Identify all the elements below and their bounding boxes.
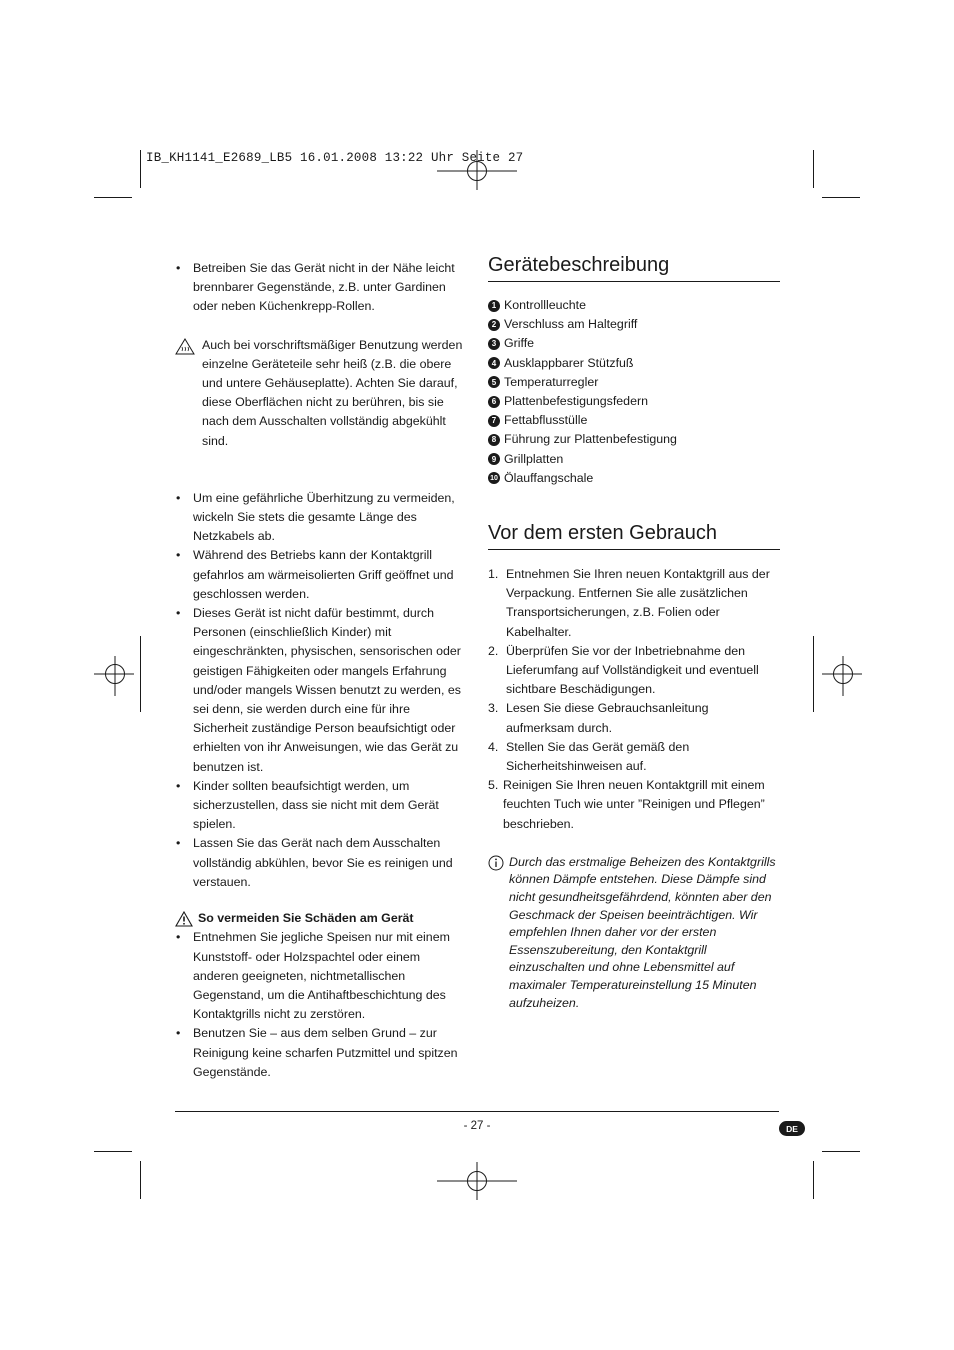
list-item: • Während des Betriebs kann der Kontaktgrill gefahrlos am wärmeisolierten Griff geöffnet und geschlossen werden. [175, 546, 467, 604]
language-badge: DE [779, 1121, 805, 1136]
safety-list-top [175, 259, 467, 317]
warning-triangle-icon [175, 911, 193, 927]
print-slug: IB_KH1141_E2689_LB5 16.01.2008 13:22 Uhr Seite 27 [146, 151, 524, 165]
parts-list-item: 9 Grillplatten [488, 450, 780, 469]
step-item: 2. Überprüfen Sie vor der Inbetriebnahme den Lieferumfang auf Vollständigkeit und eventuell sichtbare Beschädigungen. [488, 643, 759, 697]
info-icon [488, 855, 504, 877]
damage-heading-text: So vermeiden Sie Schäden am Gerät [198, 911, 414, 926]
step-item: 5. Reinigen Sie Ihren neuen Kontaktgrill mit einem feuchten Tuch wie unter ”Reinigen und Pflegen” beschrieben. [488, 778, 765, 831]
list-item: • Kinder sollten beaufsichtigt werden, um sicherzustellen, dass sie nicht mit dem Gerät spielen. [175, 777, 467, 835]
part-number-badge: 7 [488, 415, 500, 427]
part-number-badge: 8 [488, 434, 500, 446]
hot-surface-warning-text: Auch bei vorschriftsmäßiger Benutzung werden einzelne Geräteteile sehr heiß (z.B. die obere und untere Gehäuseplatte). Achten Sie darauf, diese Oberflächen nicht zu berühren, bis sie nach dem Ausschalten vollständig abgekühlt sind. [202, 337, 463, 448]
part-number-badge: 5 [488, 376, 500, 388]
hot-surface-warning-icon [175, 338, 195, 361]
parts-list-item: 8 Führung zur Plattenbefestigung [488, 430, 780, 449]
safety-list-mid [175, 489, 467, 892]
part-number-badge: 2 [488, 319, 500, 331]
damage-heading [175, 909, 467, 928]
step-item: 1. Entnehmen Sie Ihren neuen Kontaktgrill aus der Verpackung. Entfernen Sie alle zusätzlichen Transportsicherungen, z.B. Folien oder Kabelhalter. [488, 567, 770, 639]
parts-list-item: 2 Verschluss am Haltegriff [488, 315, 780, 334]
info-note [488, 854, 780, 1012]
damage-list [175, 928, 467, 1082]
registration-mark-bottom [437, 1162, 517, 1200]
part-number-badge: 10 [488, 472, 500, 484]
part-number-badge: 9 [488, 453, 500, 465]
info-note-text: Durch das erstmalige Beheizen des Kontaktgrills können Dämpfe entstehen. Diese Dämpfe sind nicht gesundheitsgefährdend, könnten aber den Geschmack der Speisen beeinträchtigen. Wir empfehlen Ihnen daher vor der ersten Essenszubereitung, den Kontaktgrill einzuschalten und ohne Lebensmittel auf maximaler Temperatureinstellung 15 Minuten aufzuheizen. [509, 854, 776, 1010]
step-item: 3. Lesen Sie diese Gebrauchsanleitung aufmerksam durch. [488, 701, 709, 735]
part-number-badge: 6 [488, 396, 500, 408]
part-number-badge: 1 [488, 300, 500, 312]
list-item: • Lassen Sie das Gerät nach dem Ausschalten vollständig abkühlen, bevor Sie es reinigen und verstauen. [175, 834, 467, 892]
list-item: • Um eine gefährliche Überhitzung zu vermeiden, wickeln Sie stets die gesamte Länge des Netzkabels ab. [175, 489, 467, 547]
section-heading-parts: Gerätebeschreibung [488, 252, 780, 282]
parts-list [488, 296, 780, 488]
page-number: - 27 - [463, 1120, 491, 1132]
left-column [175, 259, 467, 1082]
footer-rule [175, 1111, 779, 1112]
step-item: 4. Stellen Sie das Gerät gemäß den Sicherheitshinweisen auf. [488, 739, 690, 774]
list-item: • Dieses Gerät ist nicht dafür bestimmt, durch Personen (einschließlich Kinder) mit eingeschränkten, physischen, sensorischen oder geistigen Fähigkeiten oder mangels Erfahrung und/oder mangels Wissen benutzt zu werden, es sei denn, sie werden durch eine für ihre Sicherheit zuständige Person beaufsichtigt oder erhielten von ihr Anweisungen, wie das Gerät zu benutzen ist. [175, 604, 467, 777]
part-number-badge: 4 [488, 357, 500, 369]
list-item: • Benutzen Sie – aus dem selben Grund – zur Reinigung keine scharfen Putzmittel und spitzen Gegenstände. [175, 1024, 467, 1082]
parts-list-item: 1 Kontrollleuchte [488, 296, 780, 315]
hot-surface-warning [175, 336, 467, 451]
section-heading-first-use: Vor dem ersten Gebrauch [488, 520, 780, 550]
list-item: • Betreiben Sie das Gerät nicht in der Nähe leicht brennbarer Gegenstände, z.B. unter Gardinen oder neben Küchenkrepp-Rollen. [175, 259, 467, 317]
registration-mark-right [822, 656, 862, 696]
parts-list-item: 7 Fettabflusstülle [488, 411, 780, 430]
part-number-badge: 3 [488, 338, 500, 350]
right-column [488, 252, 780, 1012]
registration-mark-top [437, 150, 517, 190]
registration-mark-left [94, 656, 134, 696]
parts-list-item: 10 Ölauffangschale [488, 469, 780, 488]
parts-list-item: 4 Ausklappbarer Stützfuß [488, 354, 780, 373]
first-use-steps [488, 565, 780, 834]
parts-list-item: 3 Griffe [488, 334, 780, 353]
parts-list-item: 5 Temperaturregler [488, 373, 780, 392]
list-item: • Entnehmen Sie jegliche Speisen nur mit einem Kunststoff- oder Holzspachtel oder einem anderen geeigneten, nichtmetallischen Gegenstand, um die Antihaftbeschichtung des Kontaktgrills nicht zu zerstören. [175, 928, 467, 1024]
parts-list-item: 6 Plattenbefestigungsfedern [488, 392, 780, 411]
